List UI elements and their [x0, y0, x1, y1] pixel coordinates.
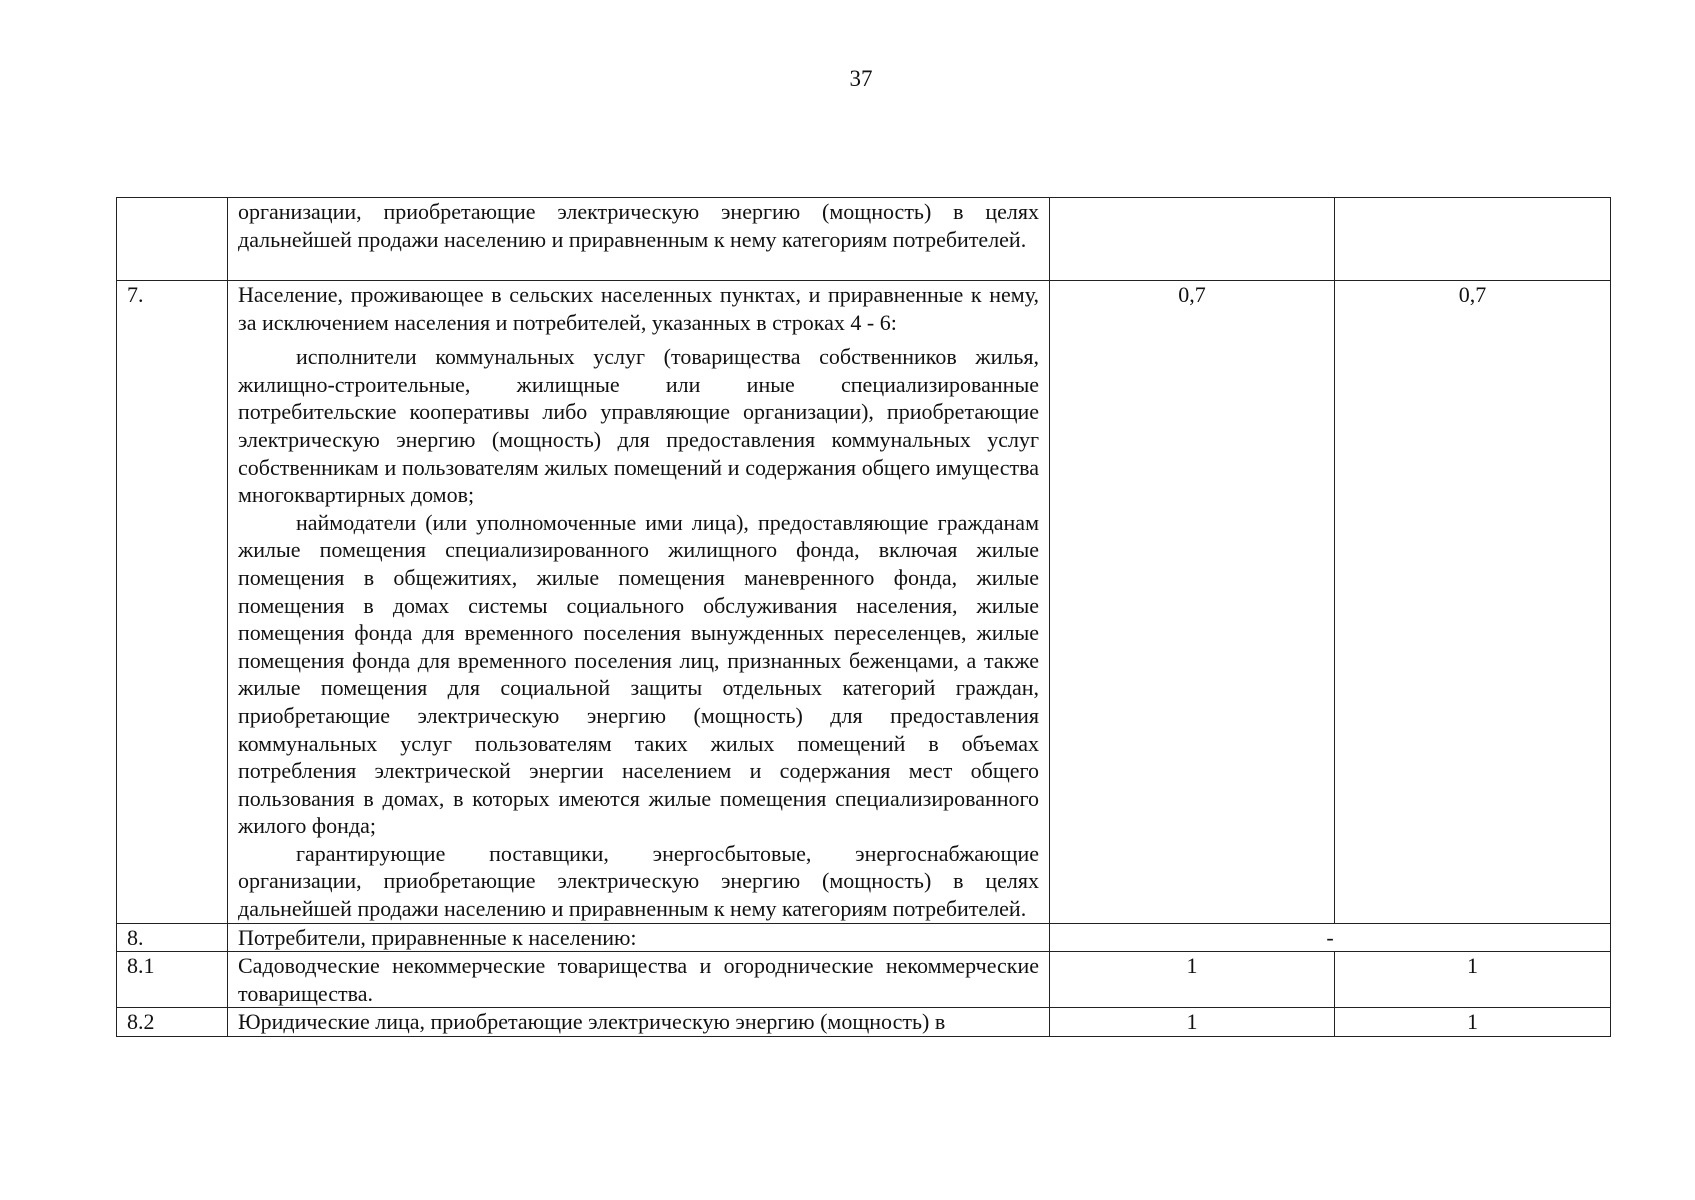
row-description: [228, 952, 1050, 1008]
value-column-1: [1050, 198, 1335, 281]
row-description: [228, 1008, 1050, 1037]
row-description: [228, 923, 1050, 952]
value-column-1: 1: [1050, 1008, 1335, 1037]
row-number: 8.1: [117, 952, 228, 1008]
description-paragraph: организации, приобретающие электрическую энергию (мощность) в целях дальнейшей продажи населению и приравненным к нему категориям потребителей.: [238, 199, 1039, 252]
description-paragraph: гарантирующие поставщики, энергосбытовые, энергоснабжающие организации, приобретающие электрическую энергию (мощность) в целях дальнейшей продажи населению и приравненным к нему категориям потребителей.: [238, 840, 1039, 922]
row-number: 8.: [117, 923, 228, 952]
description-paragraph: Юридические лица, приобретающие электрическую энергию (мощность) в: [238, 1009, 946, 1035]
row-number: 8.2: [117, 1008, 228, 1037]
value-column-2: [1335, 198, 1611, 281]
value-column-2: 1: [1335, 952, 1611, 1008]
merged-value: -: [1050, 923, 1611, 952]
value-column-2: 0,7: [1335, 281, 1611, 924]
table-row: [117, 923, 1611, 952]
row-number: 7.: [117, 281, 228, 924]
table-row: [117, 952, 1611, 1008]
tariff-table: [116, 197, 1611, 1037]
value-column-2: 1: [1335, 1008, 1611, 1037]
description-paragraph: Потребители, приравненные к населению:: [238, 924, 637, 950]
row-description: [228, 198, 1050, 281]
row-number: [117, 198, 228, 281]
page-number: 37: [849, 66, 873, 91]
value-column-1: 1: [1050, 952, 1335, 1008]
value-column-1: 0,7: [1050, 281, 1335, 924]
table-row: [117, 281, 1611, 924]
description-paragraph: наймодатели (или уполномоченные ими лица), предоставляющие гражданам жилые помещения специализированного жилищного фонда, включая жилые помещения в общежитиях, жилые помещения маневренного фонда, жилые помещения в домах системы социального обслуживания населения, жилые помещения фонда для временного поселения вынужденных переселенцев, жилые помещения фонда для временного поселения лиц, признанных беженцами, а также жилые помещения для социальной защиты отдельных категорий граждан, приобретающие электрическую энергию (мощность) для предоставления коммунальных услуг пользователям таких жилых помещений в объемах потребления электрической энергии населением и содержания мест общего пользования в домах, в которых имеются жилые помещения специализированного жилого фонда;: [238, 509, 1039, 839]
table-row: [117, 1008, 1611, 1037]
description-paragraph: исполнители коммунальных услуг (товарищества собственников жилья, жилищно-строительные, жилищные или иные специализированные потребительские кооперативы либо управляющие организации), приобретающие электрическую энергию (мощность) для предоставления коммунальных услуг собственникам и пользователям жилых помещений и содержания общего имущества многоквартирных домов;: [238, 344, 1039, 508]
description-paragraph: Садоводческие некоммерческие товарищества и огороднические некоммерческие товарищества.: [238, 953, 1039, 1006]
row-description: [228, 281, 1050, 924]
table-row: [117, 198, 1611, 281]
description-paragraph: Население, проживающее в сельских населенных пунктах, и приравненные к нему, за исключением населения и потребителей, указанных в строках 4 - 6:: [238, 282, 1039, 335]
